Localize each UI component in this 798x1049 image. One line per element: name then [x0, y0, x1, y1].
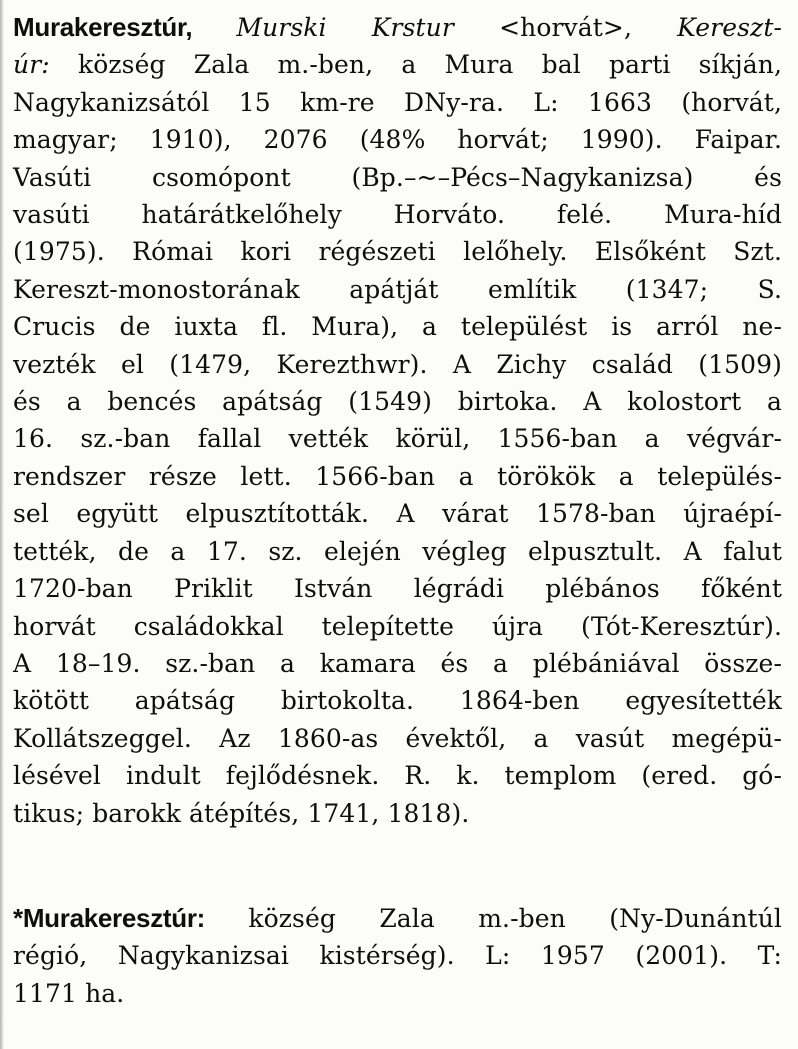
body-text: Kereszt-monostorának apátját említik (1347; S. [13, 274, 782, 304]
text-line [13, 308, 782, 345]
body-text: vezték el (1479, Kerezthwr). A Zichy család (1509) [13, 349, 782, 379]
body-text: Vasúti csomópont (Bp.–~–Pécs–Nagykanizsa) és [13, 162, 782, 192]
text-line [13, 975, 782, 1012]
headword: Murakeresztúr, [13, 12, 237, 42]
body-text: 1720-ban Priklit István légrádi plébános főként [13, 574, 782, 604]
text-line [13, 271, 782, 308]
body-text: kötött apátság birtokolta. 1864-ben egyesítették [13, 686, 782, 716]
text-line [13, 900, 782, 937]
text-line [13, 645, 782, 682]
text-line [13, 46, 782, 83]
body-text: 1171 ha. [13, 978, 125, 1008]
body-text: rendszer része lett. 1566-ban a törökök a település- [13, 461, 782, 491]
headword: *Murakeresztúr: [13, 902, 206, 933]
italic-term: Murski Krstur [236, 13, 454, 42]
body-text: (1975). Római kori régészeti lelőhely. Elsőként Szt. [13, 237, 782, 267]
body-text: horvát családokkal telepítette újra (Tót-Keresztúr). [13, 611, 782, 641]
text-line [13, 682, 782, 719]
body-text: 16. sz.-ban fallal vették körül, 1556-ban a végvár- [13, 424, 782, 454]
body-text: Crucis de iuxta fl. Mura), a települést is arról ne- [13, 312, 782, 342]
text-line [13, 420, 782, 457]
body-text: község Zala m.-ben, a Mura bal parti síkján, [49, 50, 782, 80]
body-text: tikus; barokk átépítés, 1741, 1818). [13, 798, 470, 828]
body-text: vasúti határátkelőhely Horváto. felé. Mura-híd [13, 200, 782, 230]
body-text: Nagykanizsától 15 km-re DNy-ra. L: 1663 (horvát, [13, 87, 782, 117]
text-line [13, 937, 782, 974]
text-line [13, 608, 782, 645]
body-text: Kollátszeggel. Az 1860-as évektől, a vasút megépü- [13, 723, 782, 753]
text-line [13, 346, 782, 383]
body-text: régió, Nagykanizsai kistérség). L: 1957 (2001). T: [13, 941, 782, 971]
entry-murakeresztur [13, 9, 782, 832]
text-line [13, 495, 782, 532]
text-line [13, 757, 782, 794]
text-line [13, 720, 782, 757]
body-text: <horvát>, [453, 13, 678, 42]
text-line [13, 84, 782, 121]
entries-container [13, 9, 782, 1012]
text-line [13, 9, 782, 46]
entry-murakeresztur-secondary [13, 900, 782, 1012]
body-text: és a bencés apátság (1549) birtoka. A kolostort a [13, 387, 782, 417]
text-line [13, 570, 782, 607]
text-line [13, 458, 782, 495]
text-line [13, 383, 782, 420]
text-line [13, 795, 782, 832]
body-text: tették, de a 17. sz. elején végleg elpusztult. A falut [13, 536, 782, 566]
text-line [13, 196, 782, 233]
body-text: sel együtt elpusztították. A várat 1578-ban újraépí- [13, 499, 782, 529]
body-text: magyar; 1910), 2076 (48% horvát; 1990). Faipar. [13, 125, 782, 155]
body-text: A 18–19. sz.-ban a kamara és a plébániával össze- [13, 648, 782, 678]
text-line [13, 233, 782, 270]
text-line [13, 121, 782, 158]
italic-term: Kereszt- [677, 13, 783, 42]
italic-term: úr: [13, 50, 50, 80]
body-text: község Zala m.-ben (Ny-Dunántúl [205, 903, 782, 933]
text-line [13, 159, 782, 196]
body-text: lésével indult fejlődésnek. R. k. templom (ered. gó- [13, 761, 782, 791]
text-line [13, 533, 782, 570]
